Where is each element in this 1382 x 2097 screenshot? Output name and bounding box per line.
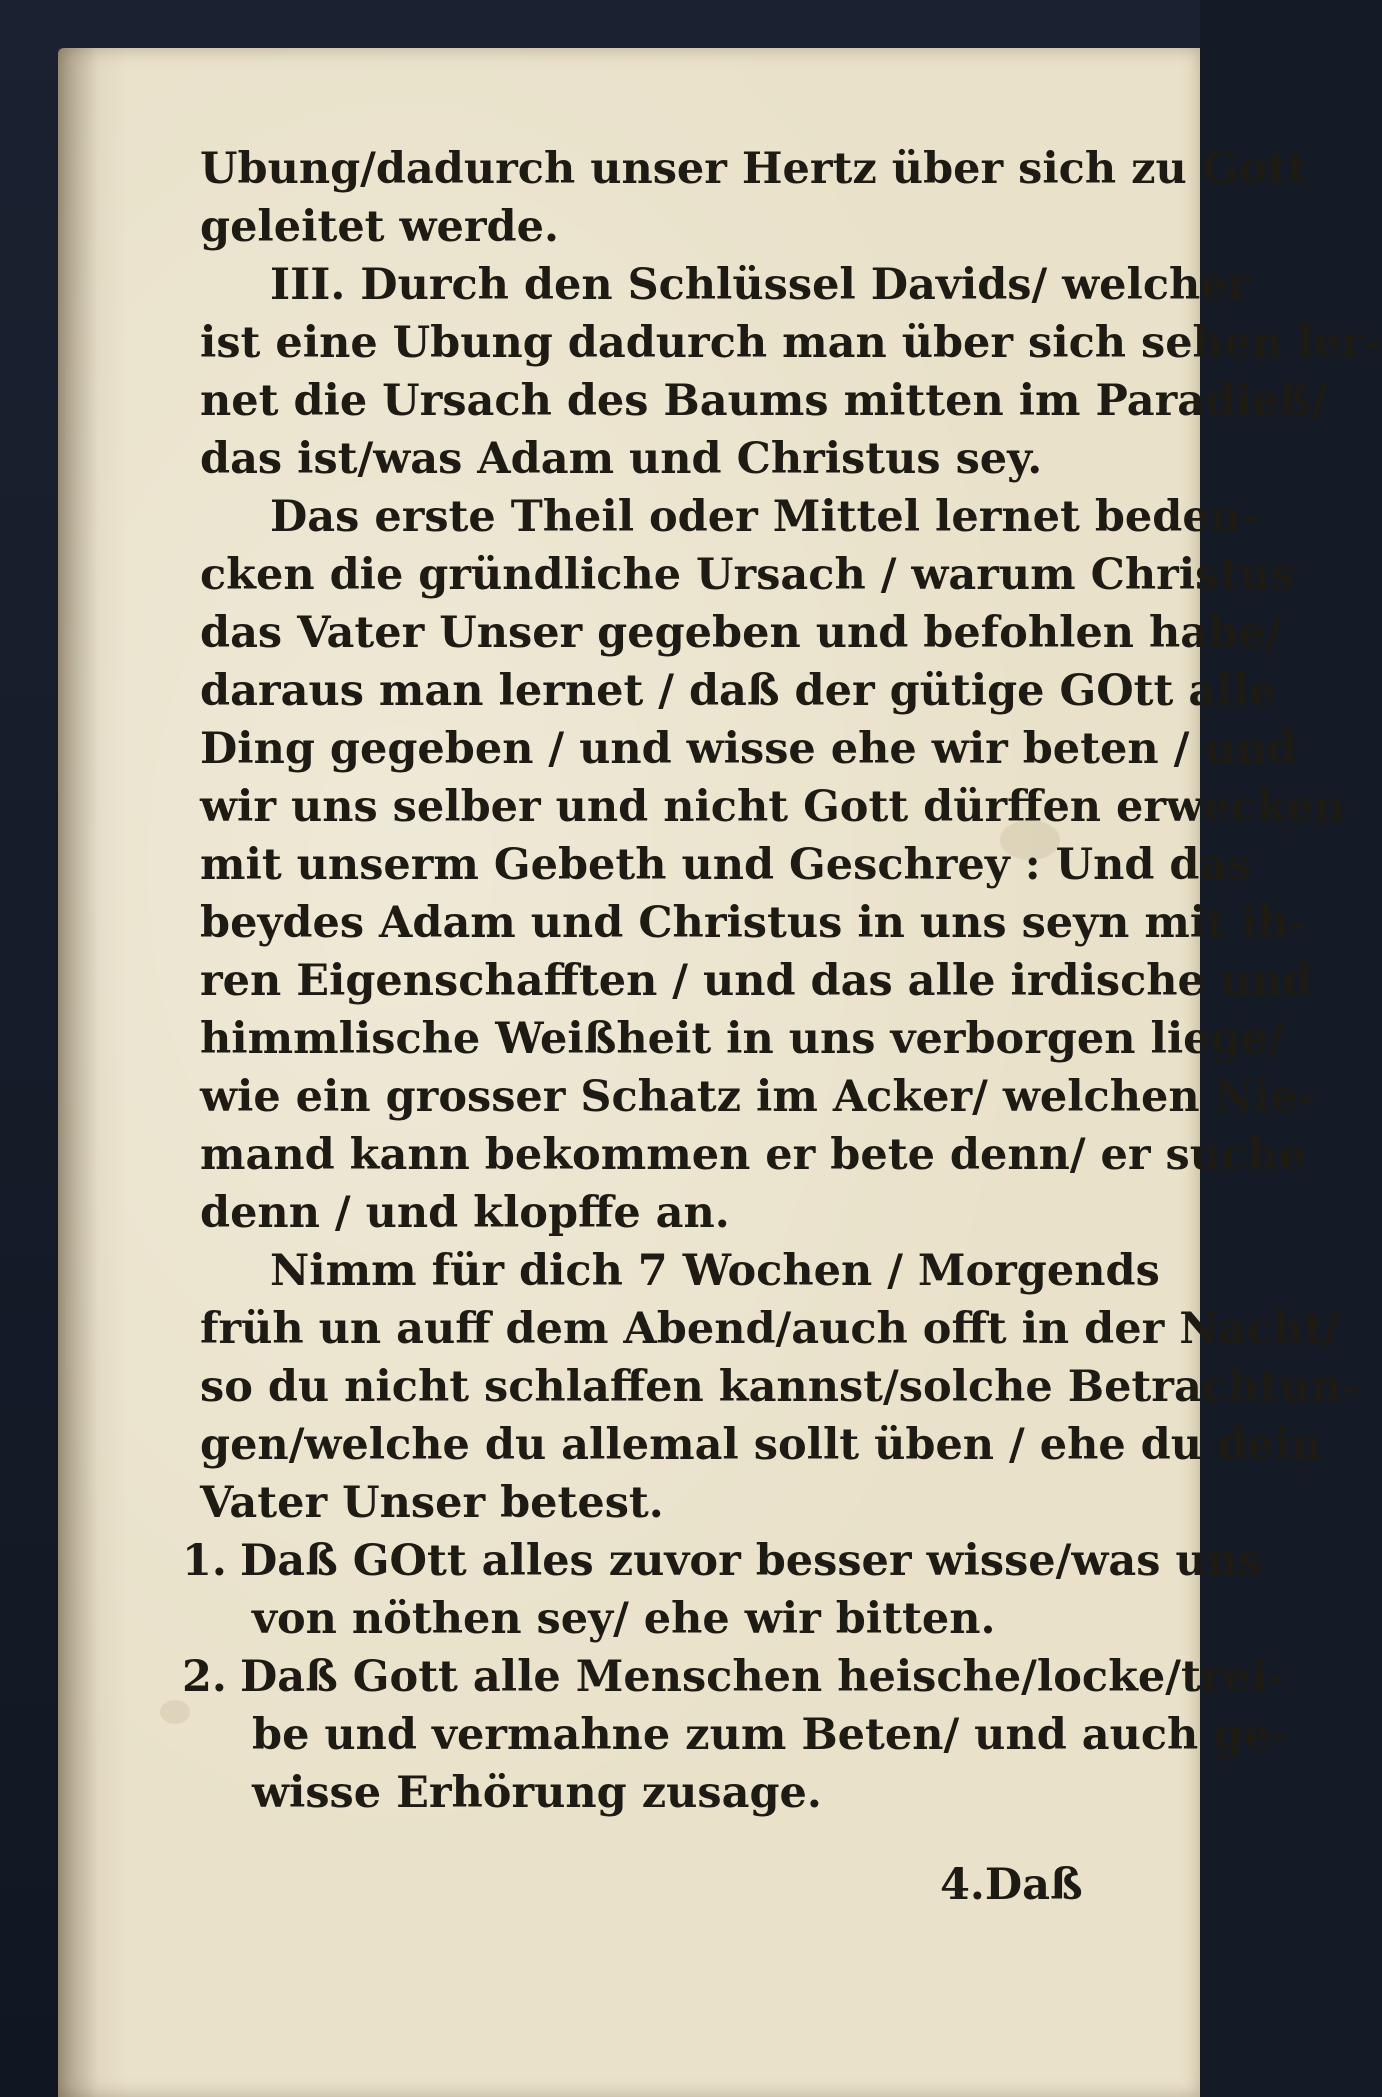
text-line: gen/welche du allemal sollt üben / ehe du dein bbox=[200, 1420, 1322, 1470]
text-line: himmlische Weißheit in uns verborgen liege/ bbox=[200, 1014, 1284, 1064]
catchword: 4.Daß bbox=[940, 1860, 1083, 1910]
text-line: Daß GOtt alles zuvor besser wisse/was uns bbox=[240, 1536, 1263, 1586]
text-line: denn / und klopffe an. bbox=[200, 1188, 730, 1238]
text-line: wisse Erhörung zusage. bbox=[252, 1768, 822, 1818]
list-number: 1. bbox=[182, 1536, 227, 1586]
text-line: Ding gegeben / und wisse ehe wir beten / und bbox=[200, 724, 1297, 774]
text-line: III. Durch den Schlüssel Davids/ welcher bbox=[270, 260, 1251, 310]
text-line: mand kann bekommen er bete denn/ er suche bbox=[200, 1130, 1306, 1180]
text-line: wie ein grosser Schatz im Acker/ welchen Nie- bbox=[200, 1072, 1316, 1122]
text-line: ren Eigenschafften / und das alle irdische und bbox=[200, 956, 1313, 1006]
text-line: cken die gründliche Ursach / warum Christus bbox=[200, 550, 1295, 600]
page-gutter-shadow bbox=[58, 48, 98, 2097]
text-line: von nöthen sey/ ehe wir bitten. bbox=[252, 1594, 996, 1644]
text-line: das ist/was Adam und Christus sey. bbox=[200, 434, 1043, 484]
text-line: ist eine Ubung dadurch man über sich sehen ler- bbox=[200, 318, 1382, 368]
text-line: Das erste Theil oder Mittel lernet beden- bbox=[270, 492, 1259, 542]
text-line: daraus man lernet / daß der gütige GOtt alle bbox=[200, 666, 1277, 716]
text-line: net die Ursach des Baums mitten im Paradieß/ bbox=[200, 376, 1328, 426]
list-item bbox=[182, 1532, 1263, 1648]
text-line: mit unserm Gebeth und Geschrey : Und das bbox=[200, 840, 1252, 890]
text-line: Ubung/dadurch unser Hertz über sich zu Gott bbox=[200, 144, 1307, 194]
text-line: beydes Adam und Christus in uns seyn mit ih- bbox=[200, 898, 1307, 948]
text-line: be und vermahne zum Beten/ und auch ge- bbox=[252, 1710, 1289, 1760]
list-item bbox=[182, 1648, 1289, 1822]
text-line: so du nicht schlaffen kannst/solche Betrachtun- bbox=[200, 1362, 1360, 1412]
text-line: geleitet werde. bbox=[200, 202, 559, 252]
page-text bbox=[182, 140, 1382, 1822]
list-number: 2. bbox=[182, 1652, 227, 1702]
text-line: Nimm für dich 7 Wochen / Morgends bbox=[270, 1246, 1160, 1296]
text-line: Daß Gott alle Menschen heische/locke/trei- bbox=[240, 1652, 1285, 1702]
text-line: wir uns selber und nicht Gott dürffen erwecken bbox=[200, 782, 1346, 832]
text-line: früh un auff dem Abend/auch offt in der Nacht/ bbox=[200, 1304, 1340, 1354]
text-line: Vater Unser betest. bbox=[200, 1478, 664, 1528]
text-line: das Vater Unser gegeben und befohlen habe/ bbox=[200, 608, 1282, 658]
